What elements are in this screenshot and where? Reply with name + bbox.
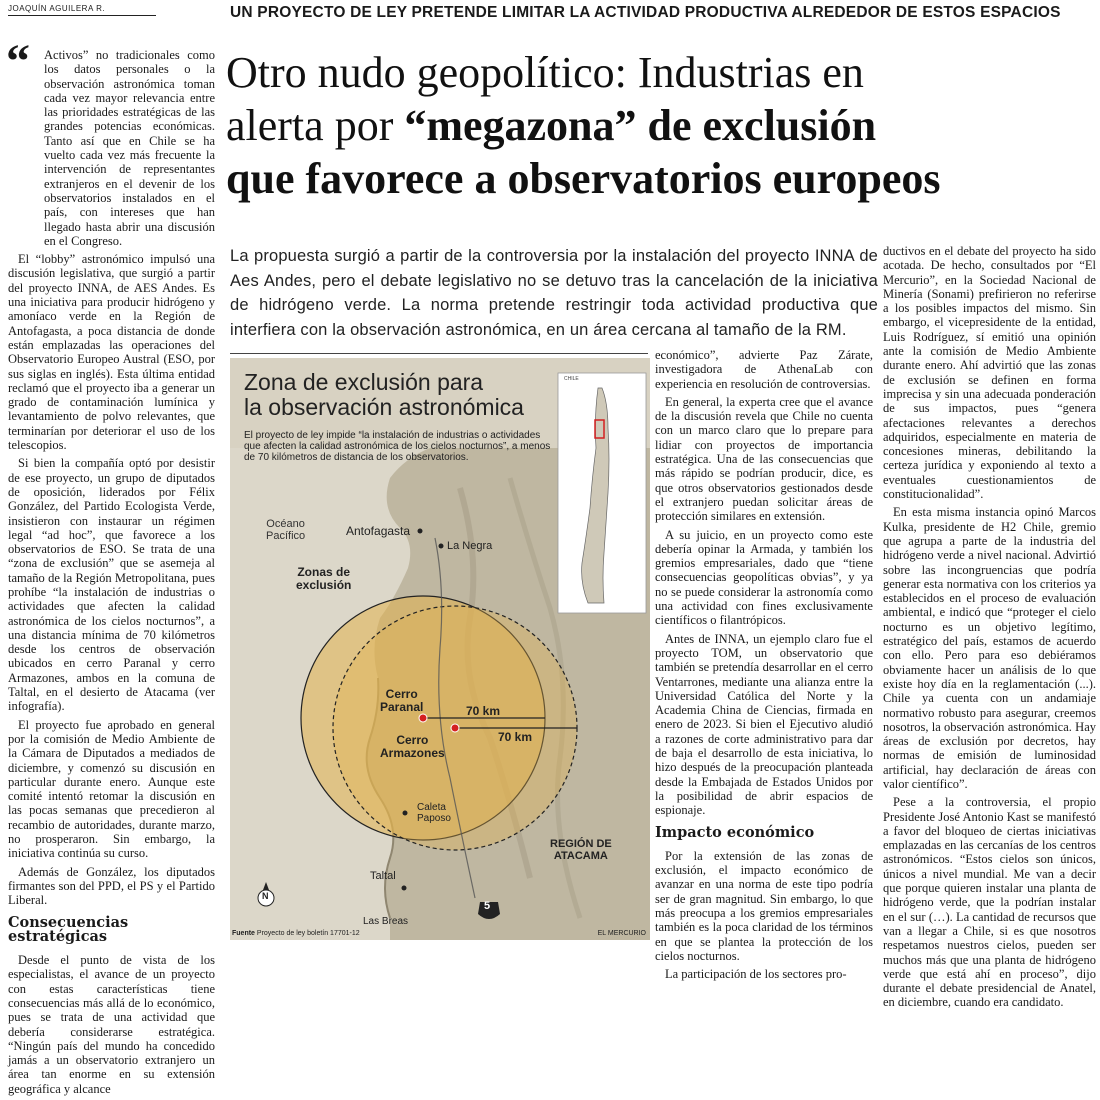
paragraph: Antes de INNA, un ejemplo claro fue el proyecto TOM, un observatorio que también se pretendía desarrollar en el cerro Ventarrones, mediante una alianza entre la Universidad Católica del Norte y la Academia China de Ciencias, firmada en enero de 2023. Si bien el Ejecutivo aludió a razones de corte administrativo para dar de baja el desarrollo de esta iniciativa, lo hizo después de la preocupación planteada desde la Embajada de Estados Unidos por la posibilidad de abrir espacios de espionaje. bbox=[655, 631, 873, 818]
label-70km-1: 70 km bbox=[466, 704, 501, 718]
chile-inset-map bbox=[558, 373, 646, 613]
paragraph: En esta misma instancia opinó Marcos Kulka, presidente de H2 Chile, gremio que agrupa a parte de la industria del hidrógeno verde a nivel nacional. Advirtió sobre las incongruencias que podría generar esta normativa con los criterios ya establecidos en el proceso de evaluación ambiental, e indicó que “proteger el cielo nocturno es un objetivo legítimo, estratégico del país, estamos de acuerdo con ello. Pero para eso debiéramos obviamente hacer un análisis de lo que existe hoy día en la reglamentación (...). Chile ya cuenta con un andamiaje normativo robusto para asegurar, creemos nosotros, la observación astronómica. Hay áreas de exclusión por decretos, hay normas de emisión de luminosidad artificial, hay declaración de áreas con valor científico”. bbox=[883, 505, 1096, 791]
byline: JOAQUÍN AGUILERA R. bbox=[8, 4, 156, 16]
paragraph: económico”, advierte Paz Zárate, investigadora de AthenaLab con experiencia en resolución de controversias. bbox=[655, 348, 873, 391]
label-caleta-1: Caleta bbox=[417, 802, 446, 813]
headline-line-2a: alerta por bbox=[226, 101, 405, 150]
paragraph: Activos” no tradicionales como los datos personales o la observación astronómica toman cada vez mayor relevancia entre las prioridades estratégicas de las grandes potencias económicas. Tanto así que en Chile se ha vuelto cada vez más frecuente la intervención de representantes extranjeros en el devenir de los observatorios instalados en el país, con intereses que han llegado hasta abrir una discusión en el Congreso. bbox=[44, 48, 215, 248]
paragraph: ductivos en el debate del proyecto ha sido acotada. De hecho, consultados por “El Mercurio”, en la Sociedad Nacional de Minería (Sonami) prefirieron no referirse a los posibles impactos del mismo. Sin embargo, el vicepresidente de la entidad, Luis Rodríguez, sí emitió una opinión ante la comisión de Medio Ambiente durante enero. Ahí advirtió que las zonas de exclusión se definen en forma imprecisa y sin una adecuada ponderación de sus impactos, pues “genera afectaciones relevantes a derechos adquiridos, especialmente en materia de concesiones mineras, debilitando la certeza jurídica y exponiendo al texto a eventuales cuestionamientos de constitucionalidad”. bbox=[883, 244, 1096, 502]
infographic-source bbox=[232, 930, 360, 937]
label-70km-2: 70 km bbox=[498, 730, 533, 744]
lead-paragraph: La propuesta surgió a partir de la controversia por la instalación del proyecto INNA de Aes Andes, pero el debate legislativo no se detuvo tras la cancelación de la iniciativa de hidrógeno verde. La norma pretende restringir toda actividad productiva que interfiera con la observación astronómica, en un área cercana al tamaño de la RM. bbox=[230, 247, 878, 339]
drop-quote-mark: “ bbox=[6, 35, 30, 88]
label-taltal: Taltal bbox=[370, 870, 396, 882]
paragraph: El proyecto fue aprobado en general por la comisión de Medio Ambiente de la Cámara de Diputados a mediados de diciembre, y comenzó su discusión en particular durante enero. Aunque este comité intentó retomar la discusión en las pocas semanas que precedieron al recambio de autoridades, durante marzo, no prosperaron. Sin embargo, la iniciativa continúa su curso. bbox=[8, 717, 215, 861]
subheading-consecuencias: Consecuencias estratégicas bbox=[8, 913, 129, 945]
paragraph: El “lobby” astronómico impulsó una discusión legislativa, que surgió a partir del proyecto INNA, de AES Andes. Es una iniciativa para producir hidrógeno y amoníaco verde en la Región de Antofagasta, a poca distancia de donde están emplazadas las operaciones del Observatorio Europeo Austral (ESO, por sus siglas en inglés). Esta última entidad reclamó que el proyecto iba a generar un grado de contaminación lumínica y levantamiento de polvo relevantes, que terminarían por deteriorar el uso de los telescopios. bbox=[8, 252, 215, 453]
kicker: UN PROYECTO DE LEY PRETENDE LIMITAR LA ACTIVIDAD PRODUCTIVA ALREDEDOR DE ESTOS ESPACIOS bbox=[230, 4, 1061, 21]
headline-line-1: Otro nudo geopolítico: Industrias en bbox=[226, 48, 864, 97]
label-armazones-2: Armazones bbox=[380, 746, 445, 760]
paragraph: A su juicio, en un proyecto como este debería opinar la Armada, y también los gremios empresariales, dado que “tiene consecuencias geopolíticas obvias”, y ya no se puede considerar la astronomía como una actividad con fines exclusivamente científicos o filantrópicos. bbox=[655, 527, 873, 628]
infographic-brand: EL MERCURIO bbox=[597, 930, 646, 937]
paragraph: Desde el punto de vista de los especialistas, el avance de un proyecto con estas características tiene consecuencias más allá de lo económico, pues se trata de una actividad que debería considerarse estratégica. “Ningún país del mundo ha concedido jamás a un observatorio extranjero un área tan enorme en su extensión geográfica y alcance bbox=[8, 953, 215, 1096]
label-oceano-2: Pacífico bbox=[266, 530, 306, 542]
column-4 bbox=[883, 244, 1096, 1014]
label-cerro-armazones bbox=[380, 734, 445, 760]
label-la-negra: La Negra bbox=[447, 540, 493, 552]
infographic-title bbox=[244, 370, 524, 420]
source-label: Fuente bbox=[232, 930, 255, 937]
label-paranal-2: Paranal bbox=[380, 700, 424, 714]
subheading-impacto: Impacto económico bbox=[655, 823, 815, 841]
label-zonas-2: exclusión bbox=[296, 578, 352, 592]
label-las-breas: Las Breas bbox=[363, 916, 409, 927]
paragraph: Si bien la compañía optó por desistir de ese proyecto, un grupo de diputados de oposición, liderados por Félix González, del Partido Ecologista Verde, insistieron con instaurar un régimen legal “ad hoc”, que favorece a los observatorios de ESO. Se trata de una “zona de exclusión” que se asemeja al tamaño de la Región Metropolitana, pues prohíbe “la instalación de industrias o actividades que afecten la calidad astronómica de los cielos nocturnos”, a una distancia mínima de 70 kilómetros desde los centros de observación ubicados en cerro Paranal y cerro Armazones, ambos en la comuna de Taltal, en el desierto de Atacama (ver infografía). bbox=[8, 456, 215, 714]
divider bbox=[230, 353, 648, 354]
label-oceano-1: Océano bbox=[266, 518, 305, 530]
headline bbox=[226, 46, 1096, 205]
infographic-description: El proyecto de ley impide “la instalación de industrias o actividades que afecten la calidad astronómica de los cielos nocturnos”, a menos de 70 kilómetros de distancia de los observatorios. bbox=[244, 430, 551, 463]
label-armazones-1: Cerro bbox=[396, 733, 429, 747]
infographic-title-line-1: Zona de exclusión para bbox=[244, 369, 484, 395]
label-region-atacama bbox=[550, 838, 612, 862]
label-caleta-2: Paposo bbox=[417, 813, 451, 824]
headline-line-2b: “megazona” de exclusión bbox=[404, 101, 877, 150]
route-5-label: 5 bbox=[484, 900, 491, 912]
headline-line-2 bbox=[226, 99, 1096, 152]
label-cerro-paranal bbox=[380, 688, 423, 714]
label-caleta-paposo bbox=[417, 802, 451, 824]
paragraph: En general, la experta cree que el avance de la discusión revela que Chile no cuenta con un marco claro que lo prepare para lidiar con proyectos de importancia estratégica. Una de las consecuencias que más rápido se podrían producir, dice, es que otros observatorios gestionados desde el extranjero puedan solicitar áreas de protección similares en extensión. bbox=[655, 394, 873, 524]
label-region-1: REGIÓN DE bbox=[550, 838, 612, 850]
label-oceano bbox=[266, 518, 305, 542]
headline-line-3: que favorece a observatorios europeos bbox=[226, 154, 941, 203]
column-1 bbox=[8, 48, 215, 1100]
paragraph: Pese a la controversia, el propio Presidente José Antonio Kast se manifestó a favor del bloqueo de ciertas iniciativas emplazadas en las cercanías de los centros astronómicos. “Estos cielos son únicos, únicos a nivel mundial. Me van a decir que porque quieren instalar una planta de hidrógeno verde, que la podrían instalar en el sur (…). La cantidad de recursos que van a llegar a Chile, si es que nosotros respetamos nuestros cielos, pueden ser muchos más que una planta de hidrógeno verde que está ahí en proceso”, dijo durante el debate presidencial de Anatel, en diciembre, cuando era candidato. bbox=[883, 795, 1096, 1010]
label-zonas-exclusion bbox=[296, 566, 351, 592]
north-label: N bbox=[262, 891, 269, 901]
inset-label: CHILE bbox=[564, 376, 579, 382]
source-text: Proyecto de ley boletín 17701-12 bbox=[256, 930, 360, 937]
infographic-title-line-2: la observación astronómica bbox=[244, 394, 524, 420]
label-region-2: ATACAMA bbox=[553, 850, 608, 862]
infographic bbox=[230, 358, 650, 940]
paragraph: Por la extensión de las zonas de exclusión, el impacto económico de avanzar en una norma de este tipo podría ser de gran magnitud. Sin embargo, lo que más preocupa a los gremios empresariales también es la poca claridad de los términos en que se plantea la protección de los cielos nocturnos. bbox=[655, 848, 873, 963]
label-paranal-1: Cerro bbox=[385, 687, 418, 701]
label-zonas-1: Zonas de bbox=[297, 565, 351, 579]
column-3 bbox=[655, 348, 873, 985]
label-antofagasta: Antofagasta bbox=[346, 524, 411, 538]
paragraph: Además de González, los diputados firmantes son del PPD, el PS y el Partido Liberal. bbox=[8, 864, 215, 908]
paragraph: La participación de los sectores pro- bbox=[665, 967, 847, 982]
